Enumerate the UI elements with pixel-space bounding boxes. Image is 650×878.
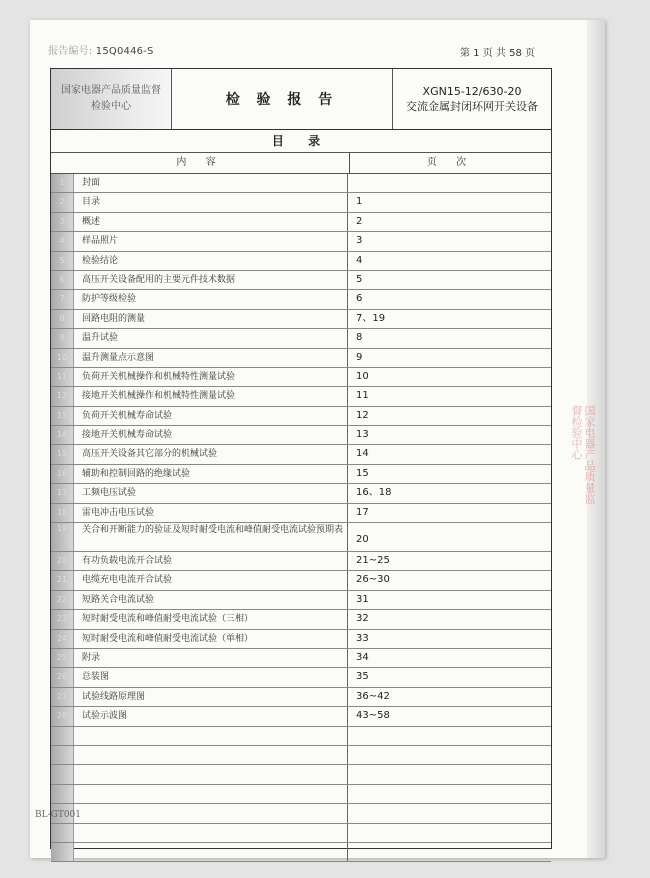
toc-row <box>51 630 551 649</box>
toc-row-number: 22 <box>51 591 74 609</box>
toc-row-item: 试验线路原理图 <box>74 688 348 706</box>
toc-row <box>51 252 551 271</box>
toc-row-number <box>51 727 74 745</box>
toc-row-number <box>51 765 74 783</box>
toc-row-page: 14 <box>356 448 369 460</box>
toc-row <box>51 387 551 406</box>
toc-row-page: 11 <box>356 390 369 402</box>
org-line-2: 检验中心 <box>91 101 131 112</box>
form-code: BL-GT001 <box>35 810 82 820</box>
toc-row-page: 43~58 <box>356 710 390 722</box>
toc-row <box>51 349 551 368</box>
official-seal <box>568 405 596 505</box>
toc-row-page: 15 <box>356 467 369 479</box>
toc-row-page: 13 <box>356 429 369 441</box>
toc-row-number: 14 <box>51 426 74 444</box>
toc-row-page: 10 <box>356 370 369 382</box>
toc-row-number: 23 <box>51 610 74 628</box>
toc-row-number: 24 <box>51 630 74 648</box>
toc-row-item: 封面 <box>74 174 348 192</box>
toc-row <box>51 465 551 484</box>
toc-row-page: 16、18 <box>356 487 392 499</box>
toc-row-number: 15 <box>51 445 74 463</box>
toc-row-number <box>51 785 74 803</box>
toc-row-page: 32 <box>356 613 369 625</box>
toc-row-number: 20 <box>51 552 74 570</box>
toc-row-page: 2 <box>356 215 363 227</box>
toc-row <box>51 484 551 503</box>
toc-row-number <box>51 746 74 764</box>
toc-row-item: 工频电压试验 <box>74 484 348 502</box>
toc-row-item: 样品照片 <box>74 232 348 250</box>
toc-row <box>51 445 551 464</box>
toc-row-item: 电缆充电电流开合试验 <box>74 571 348 589</box>
toc-row-item: 接地开关机械寿命试验 <box>74 426 348 444</box>
toc-blank-row <box>51 746 551 765</box>
toc-row-item: 防护等级检验 <box>74 290 348 308</box>
product-name: 交流金属封闭环网开关设备 <box>406 100 538 113</box>
toc-row-item: 高压开关设备其它部分的机械试验 <box>74 445 348 463</box>
toc-row-page: 26~30 <box>356 574 390 586</box>
toc-row-number: 26 <box>51 668 74 686</box>
seal-text: 国家电器产品质量监督检验中心 <box>570 405 596 504</box>
toc-row-page: 8 <box>356 332 363 344</box>
toc-row-number: 17 <box>51 484 74 502</box>
toc-row-item <box>74 746 348 764</box>
toc-row-item: 回路电阻的测量 <box>74 310 348 328</box>
toc-row <box>51 271 551 290</box>
toc-row-item: 概述 <box>74 213 348 231</box>
toc-row-number: 6 <box>51 271 74 289</box>
toc-row-page: 17 <box>356 506 369 518</box>
report-number <box>48 42 154 57</box>
toc-row-number: 21 <box>51 571 74 589</box>
toc-row-number: 19 <box>51 523 74 551</box>
toc-row-page <box>348 843 551 861</box>
toc-row-number: 7 <box>51 290 74 308</box>
page-info: 第 1 页 共 58 页 <box>460 48 535 59</box>
toc-blank-row <box>51 727 551 746</box>
org-cell <box>51 69 172 129</box>
toc-row-item: 短路关合电流试验 <box>74 591 348 609</box>
toc-row-item <box>74 843 348 861</box>
report-page <box>30 20 605 858</box>
toc-row-number: 18 <box>51 504 74 522</box>
toc-row-page <box>348 174 551 192</box>
toc-row-item: 负荷开关机械寿命试验 <box>74 407 348 425</box>
toc-row <box>51 290 551 309</box>
toc-row-number: 25 <box>51 649 74 667</box>
toc-row-page: 21~25 <box>356 555 390 567</box>
toc-row <box>51 591 551 610</box>
toc-row-page: 35 <box>356 671 369 683</box>
toc-row-item: 温升测量点示意图 <box>74 349 348 367</box>
toc-row-page: 20 <box>356 534 369 546</box>
toc-row-number: 16 <box>51 465 74 483</box>
toc-row-item: 雷电冲击电压试验 <box>74 504 348 522</box>
toc-row-number: 13 <box>51 407 74 425</box>
toc-row <box>51 571 551 590</box>
toc-row-number: 1 <box>51 174 74 192</box>
toc-row-number: 11 <box>51 368 74 386</box>
toc-row <box>51 552 551 571</box>
toc-blank-row <box>51 765 551 784</box>
toc-row <box>51 329 551 348</box>
toc-row-item: 目录 <box>74 193 348 211</box>
toc-row-item: 总装图 <box>74 668 348 686</box>
toc-row-item: 检验结论 <box>74 252 348 270</box>
toc-row <box>51 668 551 687</box>
toc-row <box>51 174 551 193</box>
toc-row-item <box>74 765 348 783</box>
toc-row <box>51 688 551 707</box>
toc-row <box>51 707 551 726</box>
toc-row <box>51 213 551 232</box>
toc-row-item: 短时耐受电流和峰值耐受电流试验（三相） <box>74 610 348 628</box>
toc-row-number <box>51 843 74 861</box>
toc-row <box>51 368 551 387</box>
toc-row-page: 3 <box>356 235 363 247</box>
toc-blank-row <box>51 785 551 804</box>
toc-row-item <box>74 785 348 803</box>
toc-row-item: 温升试验 <box>74 329 348 347</box>
toc-row-page <box>348 785 551 803</box>
toc-row-number <box>51 824 74 842</box>
toc-row-page: 1 <box>356 196 363 208</box>
toc-row-number: 28 <box>51 707 74 725</box>
product-model: XGN15-12/630-20 <box>422 85 522 98</box>
col-header-page: 页 次 <box>426 157 475 168</box>
toc-blank-row <box>51 824 551 843</box>
toc-row-item: 附录 <box>74 649 348 667</box>
toc-row-page <box>348 765 551 783</box>
toc-row-number: 9 <box>51 329 74 347</box>
report-number-value: 15Q0446-S <box>95 46 154 57</box>
toc-row-page: 33 <box>356 632 369 644</box>
toc-row <box>51 426 551 445</box>
toc-row-number: 12 <box>51 387 74 405</box>
toc-row-item: 负荷开关机械操作和机械特性测量试验 <box>74 368 348 386</box>
toc-row-item <box>74 824 348 842</box>
toc-row-number: 8 <box>51 310 74 328</box>
product-cell <box>393 69 551 129</box>
toc-row-page: 4 <box>356 254 363 266</box>
toc-row-number: 27 <box>51 688 74 706</box>
toc-row <box>51 504 551 523</box>
toc-row-item <box>74 727 348 745</box>
toc-row-item: 高压开关设备配用的主要元件技术数据 <box>74 271 348 289</box>
toc-row <box>51 649 551 668</box>
toc-row-page <box>348 727 551 745</box>
toc-row-page: 12 <box>356 409 369 421</box>
org-line-1: 国家电器产品质量监督 <box>61 85 161 96</box>
toc-row <box>51 193 551 212</box>
toc-row <box>51 610 551 629</box>
toc-row-page: 9 <box>356 351 363 363</box>
toc-blank-row <box>51 843 551 862</box>
toc-row-item: 辅助和控制回路的绝缘试验 <box>74 465 348 483</box>
toc-blank-row <box>51 804 551 823</box>
toc-row-page: 6 <box>356 293 363 305</box>
toc-row-number: 2 <box>51 193 74 211</box>
toc-row-page: 7、19 <box>356 312 386 324</box>
toc-row-page: 36~42 <box>356 690 390 702</box>
toc-row-page <box>348 804 551 822</box>
toc-row-item: 接地开关机械操作和机械特性测量试验 <box>74 387 348 405</box>
toc-row-number: 10 <box>51 349 74 367</box>
table-of-contents <box>50 130 552 849</box>
toc-row-item: 试验示波图 <box>74 707 348 725</box>
toc-row-item: 关合和开断能力的验证及短时耐受电流和峰值耐受电流试验预期表 <box>74 523 348 551</box>
report-header-table <box>50 68 552 130</box>
doc-title: 检 验 报 告 <box>172 69 393 129</box>
toc-row-item <box>74 804 348 822</box>
col-header-content: 内 容 <box>51 153 350 173</box>
toc-title: 目 录 <box>51 130 551 153</box>
toc-rows <box>51 174 551 862</box>
toc-header-row <box>51 153 551 174</box>
toc-row <box>51 310 551 329</box>
toc-row <box>51 407 551 426</box>
toc-row <box>51 523 551 552</box>
toc-row-number: 5 <box>51 252 74 270</box>
toc-row-number: 3 <box>51 213 74 231</box>
toc-row-page <box>348 824 551 842</box>
toc-row-item: 有功负载电流开合试验 <box>74 552 348 570</box>
toc-row-page: 5 <box>356 273 363 285</box>
toc-row-number: 4 <box>51 232 74 250</box>
toc-row <box>51 232 551 251</box>
report-number-label: 报告编号: <box>48 46 93 57</box>
toc-row-item: 短时耐受电流和峰值耐受电流试验（单相） <box>74 630 348 648</box>
toc-row-page: 31 <box>356 593 369 605</box>
toc-row-page: 34 <box>356 651 369 663</box>
toc-row-page <box>348 746 551 764</box>
